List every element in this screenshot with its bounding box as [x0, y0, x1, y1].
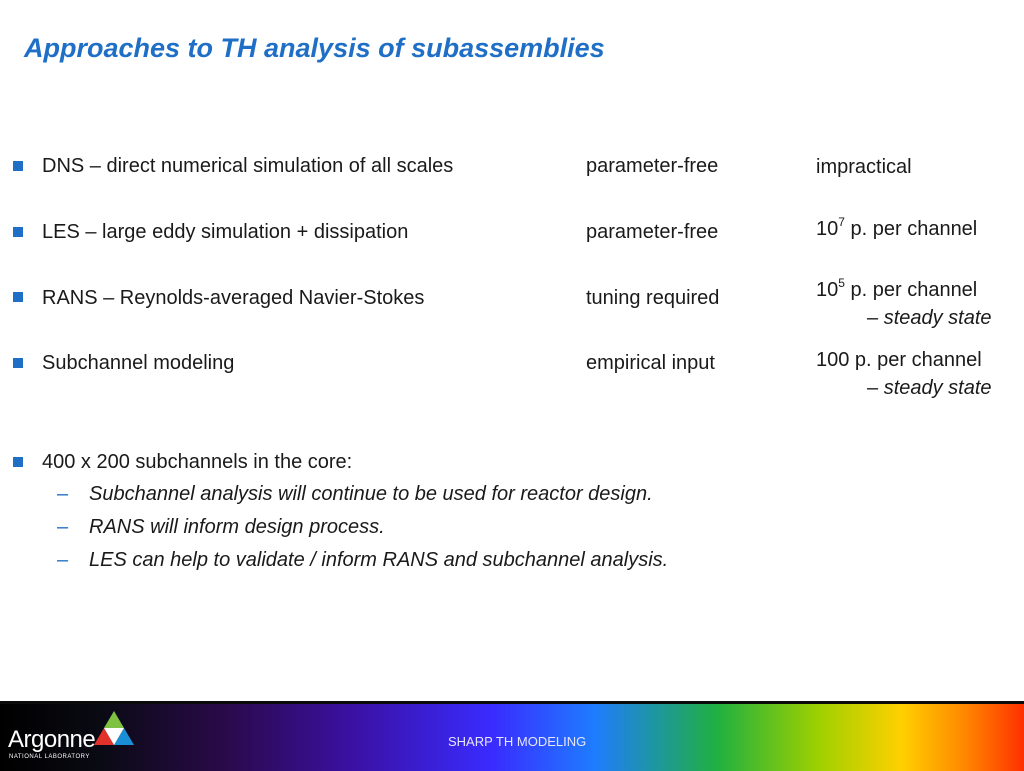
core-point: RANS will inform design process.: [89, 516, 385, 538]
approach-method: Subchannel modeling: [42, 352, 235, 374]
argonne-triangle-icon: [94, 710, 134, 746]
cost-exponent: 7: [838, 215, 845, 230]
cost-rest: p. per channel: [844, 279, 978, 301]
approach-method: LES – large eddy simulation + dissipation: [42, 221, 409, 243]
logo-subtitle: NATIONAL LABORATORY: [9, 754, 90, 760]
approach-param: parameter-free: [586, 155, 719, 177]
approach-method: RANS – Reynolds-averaged Navier-Stokes: [42, 287, 425, 309]
core-heading: 400 x 200 subchannels in the core:: [42, 451, 353, 473]
argonne-logo: [8, 708, 138, 763]
approach-param: empirical input: [586, 352, 715, 374]
approach-cost: [816, 276, 978, 302]
bullet-icon: [13, 358, 23, 368]
dash-icon: –: [57, 483, 69, 505]
bullet-icon: [13, 227, 23, 237]
bullet-icon: [13, 292, 23, 302]
cost-note-text: steady state: [883, 377, 992, 399]
logo-word: Argonne: [8, 726, 96, 753]
dash-icon: –: [57, 549, 69, 571]
cost-note: – steady state: [867, 307, 992, 329]
slide-title: Approaches to TH analysis of subassemblies: [24, 33, 605, 63]
cost-rest: p. per channel: [844, 218, 978, 240]
approach-param: parameter-free: [586, 221, 719, 243]
approach-cost: impractical: [816, 156, 912, 178]
cost-note-text: steady state: [883, 307, 992, 329]
bullet-icon: [13, 457, 23, 467]
approach-method: DNS – direct numerical simulation of all scales: [42, 155, 454, 177]
footer-label: SHARP TH MODELING: [448, 734, 587, 749]
approach-cost: [816, 215, 978, 241]
approach-cost: 100 p. per channel: [816, 349, 982, 371]
bullet-icon: [13, 161, 23, 171]
core-point: LES can help to validate / inform RANS and subchannel analysis.: [89, 549, 669, 571]
core-point: Subchannel analysis will continue to be used for reactor design.: [89, 483, 653, 505]
cost-note: – steady state: [867, 377, 992, 399]
cost-exponent: 5: [838, 276, 845, 291]
cost-base: 10: [816, 218, 839, 240]
cost-base: 10: [816, 279, 839, 301]
approach-param: tuning required: [586, 287, 720, 309]
dash-icon: –: [57, 516, 69, 538]
